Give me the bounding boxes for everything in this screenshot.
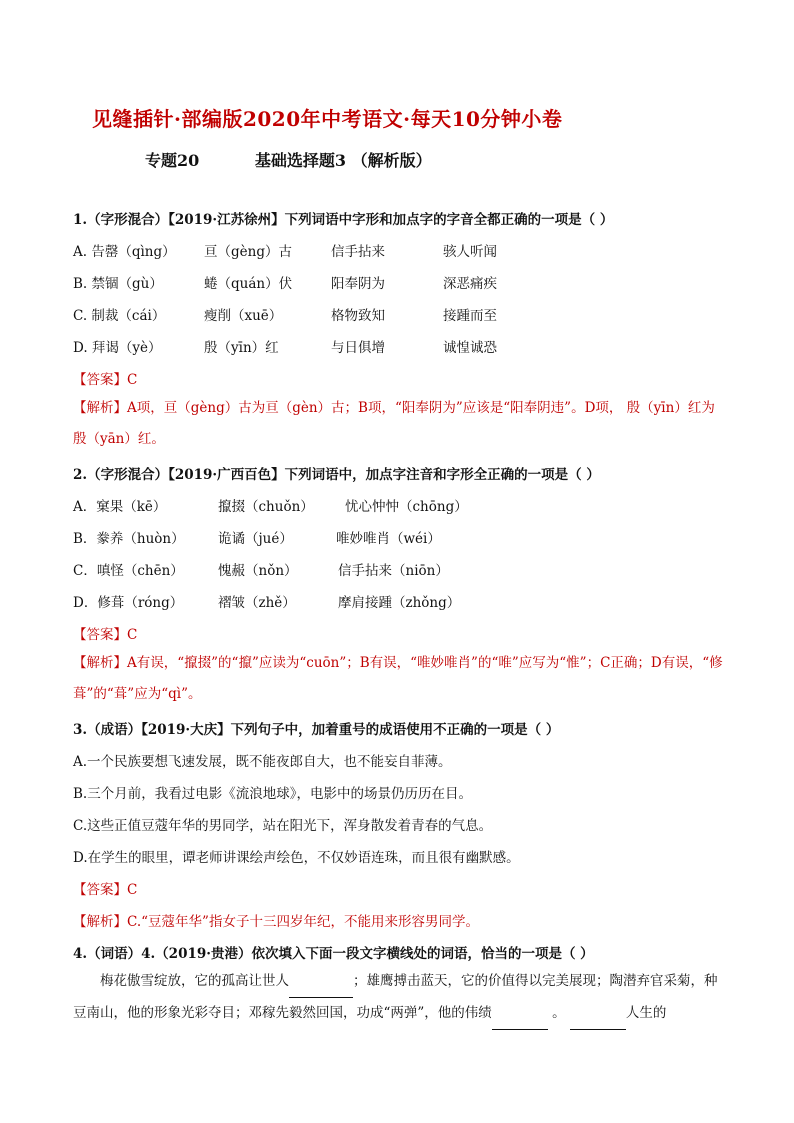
answer-label: 【答案】 (73, 882, 127, 898)
option-cell: 殷（yīn）红 (204, 340, 279, 356)
option-cell: 诚惶诚恐 (443, 340, 497, 356)
question-4-passage (73, 966, 723, 1030)
option-cell: D. 拜谒（yè） (73, 340, 162, 356)
option-cell: 愧赧（nǒn） (218, 563, 298, 579)
option-cell: 褶皱（zhě） (218, 595, 296, 611)
option-cell: 接踵而至 (443, 308, 497, 324)
topic-subject: 基础选择题3 （解析版） (254, 151, 432, 170)
document-subtitle (145, 148, 432, 171)
option-cell: 瘦削（xuē） (204, 308, 283, 324)
topic-number: 专题20 (145, 151, 200, 170)
question-3-stem: 3.（成语）【2019·大庆】下列句子中，加着重号的成语使用不正确的一项是（ ） (73, 722, 560, 738)
passage-text: 。 (547, 1005, 570, 1021)
option-cell: 骇人听闻 (443, 244, 497, 260)
question-3-option-d: D.在学生的眼里，谭老师讲课绘声绘色，不仅妙语连珠，而且很有幽默感。 (73, 850, 520, 866)
passage-text: 人生的 (625, 1005, 667, 1021)
question-1-answer (73, 368, 137, 388)
question-2-answer (73, 623, 137, 643)
blank-3 (570, 998, 626, 1030)
option-cell: 信手拈来（niōn） (338, 563, 449, 579)
blank-2 (492, 998, 548, 1030)
option-cell: A．窠果（kē） (73, 499, 167, 515)
blank-1 (289, 966, 353, 998)
question-3-option-c: C.这些正值豆蔻年华的男同学，站在阳光下，浑身散发着青春的气息。 (73, 818, 493, 834)
option-cell: 蜷（quán）伏 (204, 276, 293, 292)
question-3-option-a: A.一个民族要想飞速发展，既不能夜郎自大，也不能妄自菲薄。 (73, 754, 452, 770)
option-cell: 摩肩接踵（zhǒng） (338, 595, 461, 611)
option-cell: 与日俱增 (331, 340, 385, 356)
option-cell: 忧心忡忡（chōng） (345, 499, 468, 515)
option-cell: 攛掇（chuǒn） (218, 499, 314, 515)
option-cell: C．嗔怪（chēn） (73, 563, 184, 579)
question-1-stem: 1.（字形混合）【2019·江苏徐州】下列词语中字形和加点字的字音全都正确的一项是（ ） (73, 212, 614, 228)
option-cell: D．修葺（róng） (73, 595, 184, 611)
question-3-option-b: B.三个月前，我看过电影《流浪地球》，电影中的场景仍历历在目。 (73, 786, 472, 802)
question-1-analysis: 【解析】A项，亘（gèng）古为亘（gèn）古；B项，“阳奉阴为”应该是“阳奉阴违”。D项， 殷（yīn）红为殷（yān）红。 (73, 400, 715, 447)
question-4-stem: 4.（词语）4.（2019·贵港）依次填入下面一段文字横线处的词语，恰当的一项是（ ） (73, 946, 594, 962)
answer-value: C (127, 882, 138, 898)
option-cell: 深恶痛疾 (443, 276, 497, 292)
option-cell: A. 告罄（qìng） (73, 244, 176, 260)
answer-value: C (127, 627, 138, 643)
option-cell: 信手拈来 (331, 244, 385, 260)
option-cell: B．豢养（huòn） (73, 531, 185, 547)
option-cell: C. 制裁（cái） (73, 308, 166, 324)
option-cell: 诡谲（jué） (218, 531, 293, 547)
option-cell: 阳奉阴为 (331, 276, 385, 292)
option-cell: B. 禁锢（gù） (73, 276, 163, 292)
question-3-analysis: 【解析】C.“豆蔻年华”指女子十三四岁年纪，不能用来形容男同学。 (73, 914, 479, 930)
passage-text: ；雄鹰搏击蓝天，它的价值得以完美展现；陶潜弃官采菊， (353, 973, 704, 989)
answer-value: C (127, 372, 138, 388)
option-cell: 唯妙唯肖（wéi） (336, 531, 441, 547)
passage-text: 种豆南山，他的形象光彩夺目；邓稼先毅然回国，功成“两弹”，他的伟绩 (73, 973, 718, 1021)
option-cell: 亘（gèng）古 (204, 244, 292, 260)
question-3-answer (73, 878, 137, 898)
document-title: 见缝插针·部编版2020年中考语文·每天10分钟小卷 (92, 107, 563, 131)
question-2-analysis: 【解析】A有误，“攛掇”的“攛”应读为“cuōn”；B有误，“唯妙唯肖”的“唯”应写为“惟”；C正确；D有误，“修葺”的“葺”应为“qì”。 (73, 655, 723, 702)
passage-text: 梅花傲雪绽放，它的孤高让世人 (100, 973, 289, 989)
answer-label: 【答案】 (73, 627, 127, 643)
question-2-stem: 2.（字形混合）【2019·广西百色】下列词语中，加点字注音和字形全正确的一项是（ ） (73, 467, 600, 483)
option-cell: 格物致知 (331, 308, 385, 324)
answer-label: 【答案】 (73, 372, 127, 388)
